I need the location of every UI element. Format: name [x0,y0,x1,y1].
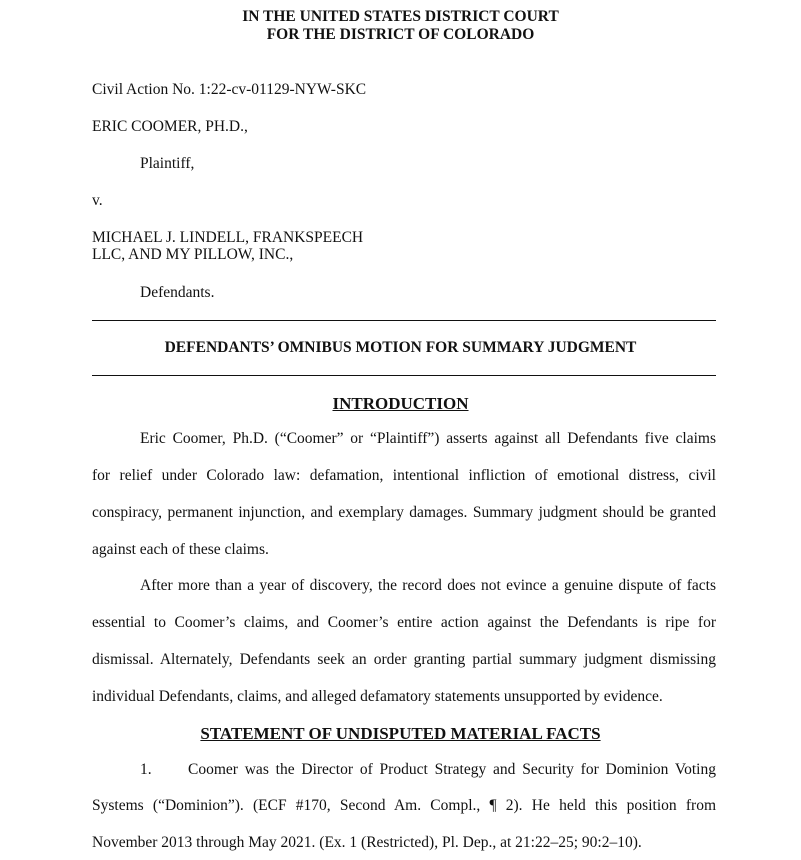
title-rule-top [92,320,716,321]
plaintiff-name: ERIC COOMER, PH.D., [92,118,248,135]
court-name-line2: FOR THE DISTRICT OF COLORADO [266,26,535,43]
intro-para1-line4: against each of these claims. [92,541,269,558]
defendants-name-line2: LLC, AND MY PILLOW, INC., [92,246,294,263]
fact-item1-line3: November 2013 through May 2021. (Ex. 1 (Restricted), Pl. Dep., at 21:22–25; 90:2–10). [92,834,642,851]
intro-para2-line1: After more than a year of discovery, the record does not evince a genuine dispute of facts [140,577,716,594]
fact-item-number: 1. [140,761,152,778]
motion-title: DEFENDANTS’ OMNIBUS MOTION FOR SUMMARY JUDGMENT [164,339,637,356]
title-rule-bottom [92,375,716,376]
facts-heading: STATEMENT OF UNDISPUTED MATERIAL FACTS [200,724,601,743]
fact-item1-line1: Coomer was the Director of Product Strategy and Security for Dominion Voting [188,761,716,778]
intro-para1-line3: conspiracy, permanent injunction, and exemplary damages. Summary judgment should be granted [92,504,716,521]
defendants-name-line1: MICHAEL J. LINDELL, FRANKSPEECH [92,229,364,246]
defendants-role: Defendants. [140,284,215,301]
introduction-heading: INTRODUCTION [332,394,469,413]
court-name-line1: IN THE UNITED STATES DISTRICT COURT [242,8,559,25]
intro-para2-line4: individual Defendants, claims, and alleged defamatory statements unsupported by evidence. [92,688,663,705]
intro-para1-line1: Eric Coomer, Ph.D. (“Coomer” or “Plaintiff”) asserts against all Defendants five claims [140,430,716,447]
plaintiff-role: Plaintiff, [140,155,195,172]
versus: v. [92,192,103,209]
intro-para2-line3: dismissal. Alternately, Defendants seek an order granting partial summary judgment dismissing [92,651,716,668]
civil-action-number: Civil Action No. 1:22-cv-01129-NYW-SKC [92,81,367,98]
intro-para2-line2: essential to Coomer’s claims, and Coomer’s entire action against the Defendants is ripe for [92,614,716,631]
intro-para1-line2: for relief under Colorado law: defamation, intentional infliction of emotional distress, civil [92,467,716,484]
fact-item1-line2: Systems (“Dominion”). (ECF #170, Second Am. Compl., ¶ 2). He held this position from [92,797,716,814]
